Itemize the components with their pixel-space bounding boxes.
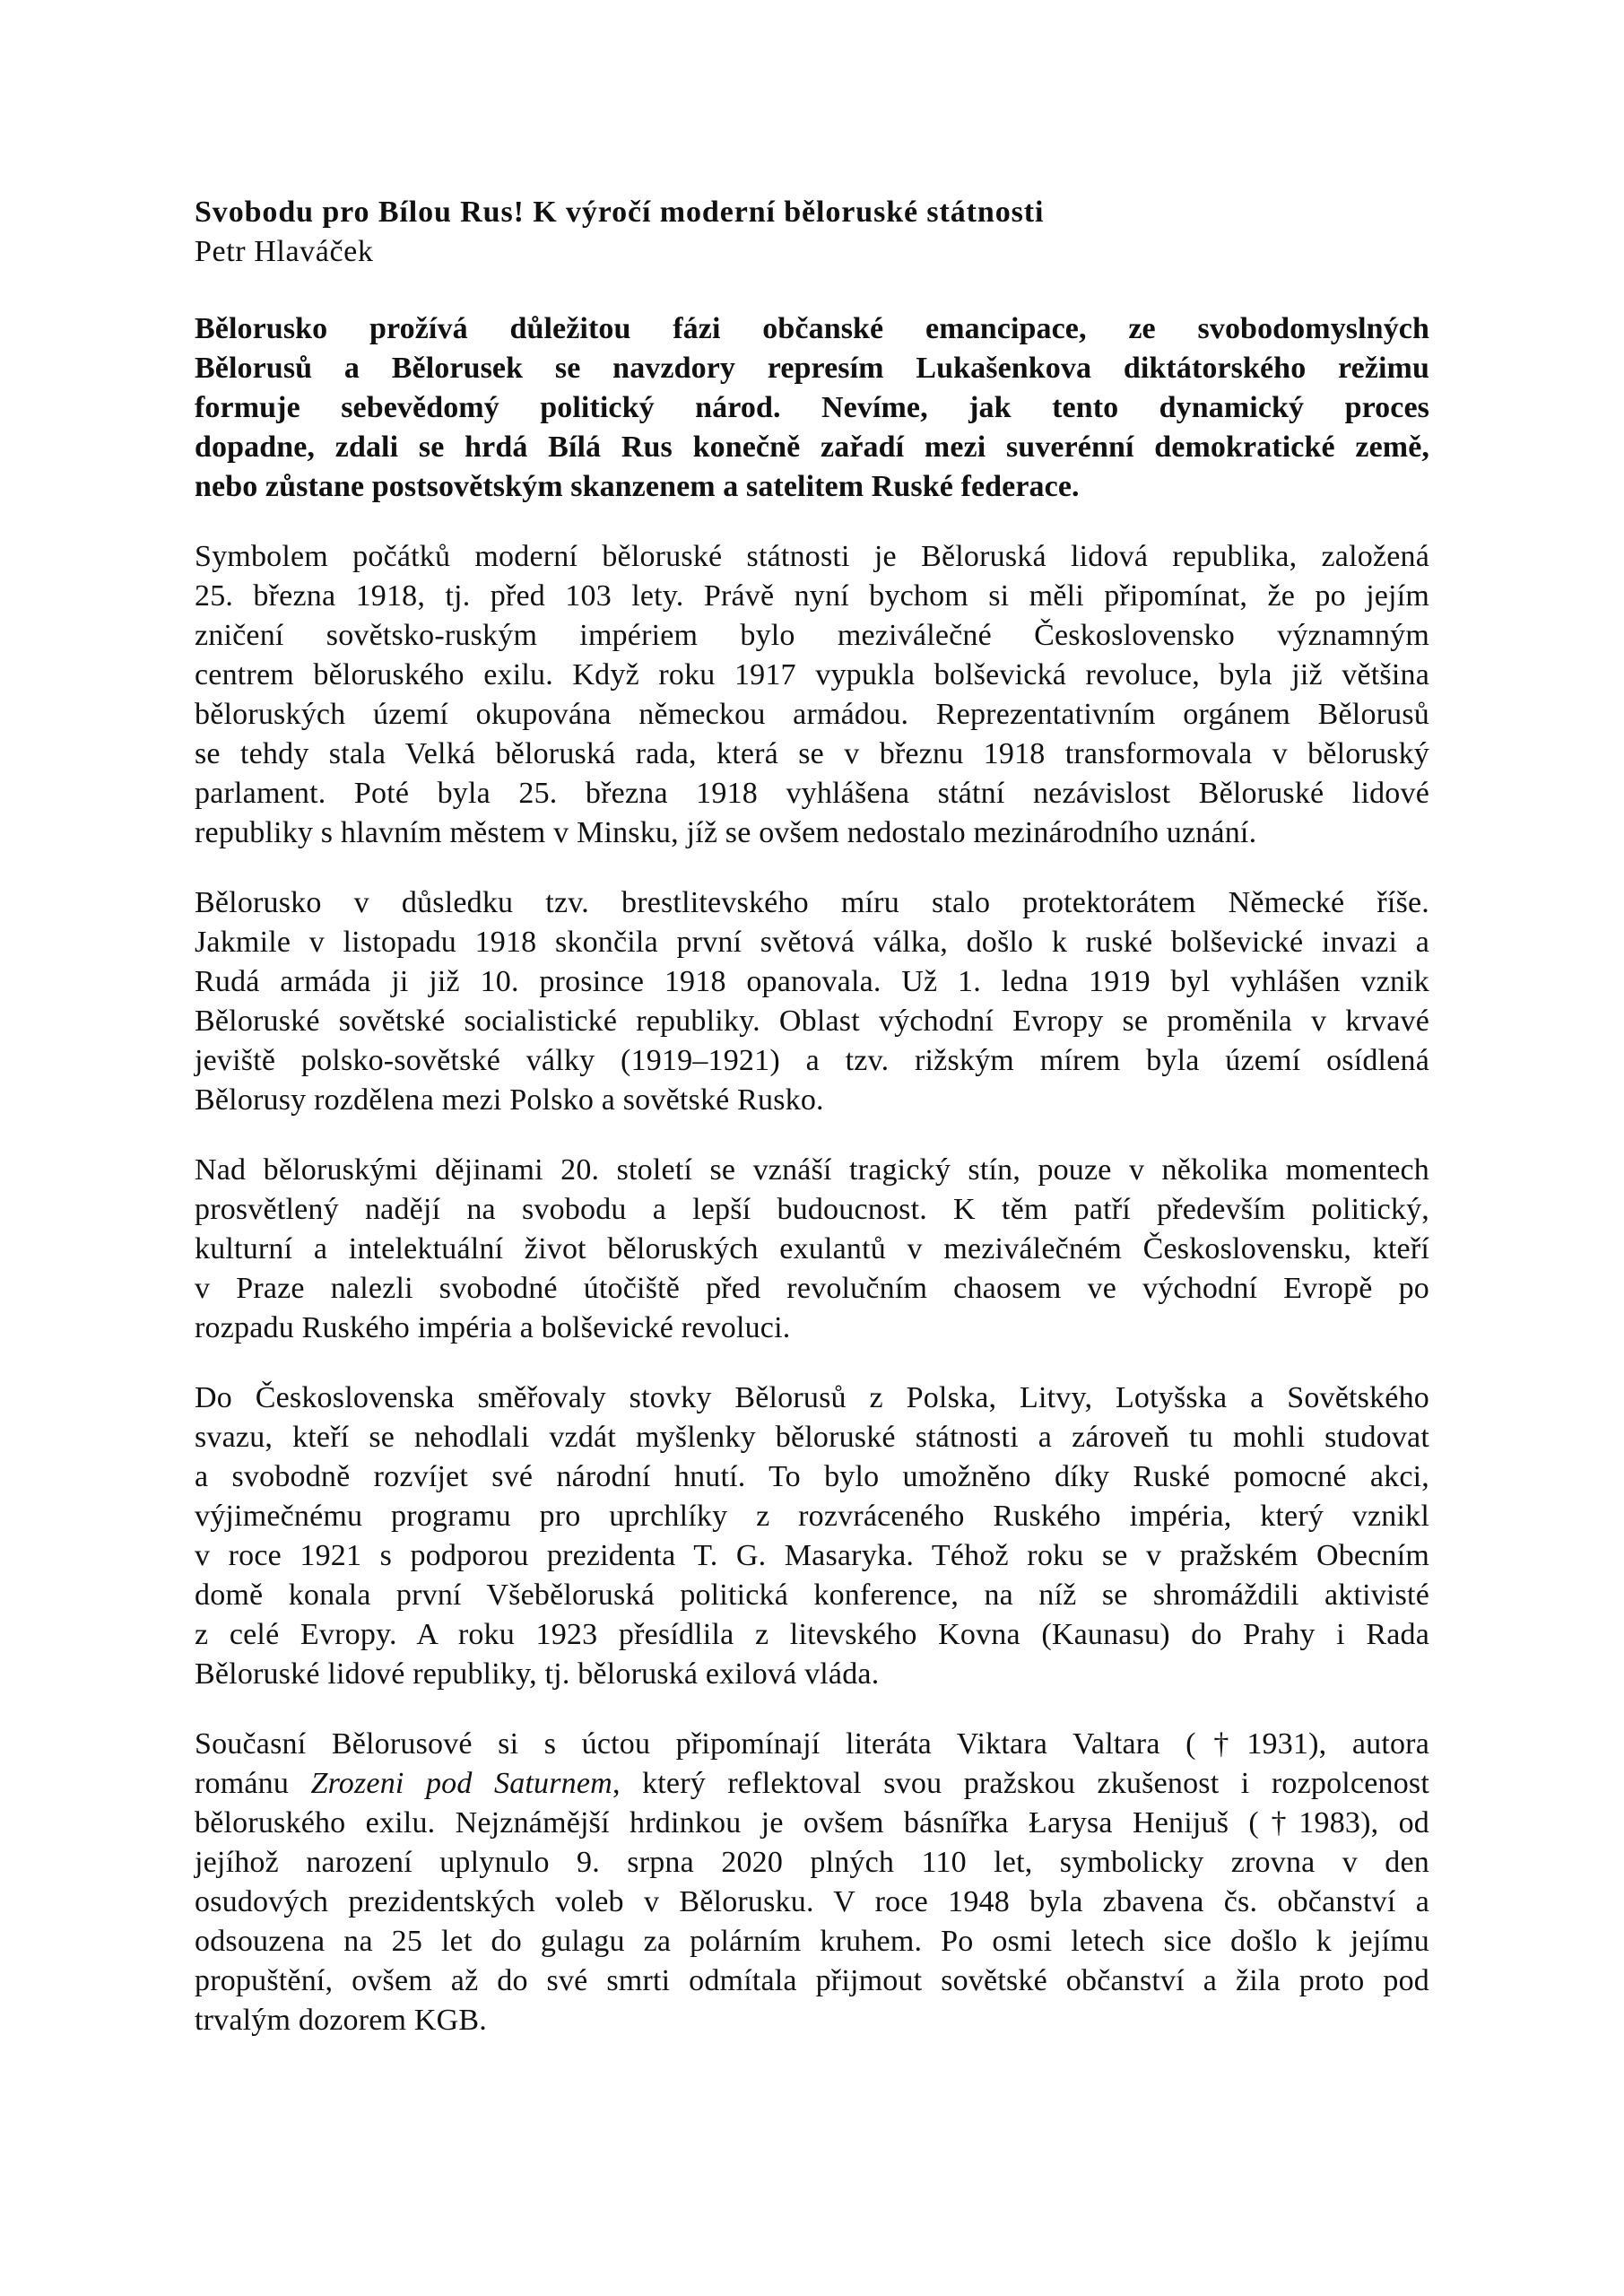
text-line: Bělorusy rozdělena mezi Polsko a sovětské Rusko.: [195, 1083, 824, 1117]
text-line: jeviště polsko-sovětské války (1919–1921) a tzv. rižským mírem byla území osídlená: [195, 1044, 1429, 1077]
text-line: svazu, kteří se nehodlali vzdát myšlenky běloruské státnosti a zároveň tu mohli studovat: [195, 1421, 1429, 1454]
text-line: Současní Bělorusové si s úctou připomínají literáta Viktara Valtara (†1931), autora: [195, 1727, 1429, 1761]
text-line: domě konala první Všeběloruská politická konference, na níž se shromáždili aktivisté: [195, 1578, 1429, 1612]
text-line: v Praze nalezli svobodné útočiště před revolučním chaosem ve východní Evropě po: [195, 1272, 1429, 1305]
text-line: 25. března 1918, tj. před 103 lety. Právě nyní bychom si měli připomínat, že po jejím: [195, 579, 1429, 613]
text-line: Běloruské lidové republiky, tj. běloruská exilová vláda.: [195, 1657, 880, 1691]
text-line: a svobodně rozvíjet své národní hnutí. To bylo umožněno díky Ruské pomocné akci,: [195, 1460, 1429, 1493]
text-line: Do Československa směřovaly stovky Bělorusů z Polska, Litvy, Lotyšska a Sovětského: [195, 1381, 1429, 1414]
text-line: běloruských území okupována německou armádou. Reprezentativním orgánem Bělorusů: [195, 698, 1429, 731]
text-line: formuje sebevědomý politický národ. Nevíme, jak tento dynamický proces: [195, 391, 1429, 424]
text-line: z celé Evropy. A roku 1923 přesídlila z litevského Kovna (Kaunasu) do Prahy i Rada: [195, 1618, 1429, 1651]
text-line: rozpadu Ruského impéria a bolševické revoluci.: [195, 1311, 791, 1344]
text-line: Nad běloruskými dějinami 20. století se vznáší tragický stín, pouze v několika momentech: [195, 1153, 1429, 1187]
text-line: Rudá armáda ji již 10. prosince 1918 opanovala. Už 1. ledna 1919 byl vyhlášen vznik: [195, 965, 1429, 998]
body-paragraph-3: [195, 1151, 1429, 1348]
lead-paragraph: [195, 309, 1429, 507]
text-line: kulturní a intelektuální život běloruských exulantů v meziválečném Československu, kteří: [195, 1232, 1429, 1265]
text-line: Jakmile v listopadu 1918 skončila první světová válka, došlo k ruské bolševické invazi a: [195, 926, 1429, 959]
text-line: republiky s hlavním městem v Minsku, jíž se ovšem nedostalo mezinárodního uznání.: [195, 816, 1257, 849]
text-line-with-book-title: [195, 1764, 1429, 1804]
text-line: parlament. Poté byla 25. března 1918 vyhlášena státní nezávislost Běloruské lidové: [195, 777, 1429, 810]
text-line: odsouzena na 25 let do gulagu za polárním kruhem. Po osmi letech sice došlo k jejímu: [195, 1925, 1429, 1958]
body-paragraph-4: [195, 1378, 1429, 1694]
text-fragment: románu: [195, 1767, 311, 1800]
body-paragraph-1: [195, 537, 1429, 853]
book-title: Zrozeni pod Saturnem: [310, 1767, 612, 1800]
text-line: prosvětlený nadějí na svobodu a lepší budoucnost. K těm patří především politický,: [195, 1193, 1429, 1226]
text-line: Bělorusko v důsledku tzv. brestlitevského míru stalo protektorátem Německé říše.: [195, 886, 1429, 919]
text-line: běloruského exilu. Nejznámější hrdinkou je ovšem básnířka Łarysa Henijuš (†1983), od: [195, 1806, 1429, 1839]
text-line: výjimečnému programu pro uprchlíky z rozvráceného Ruského impéria, který vznikl: [195, 1500, 1429, 1533]
text-line: v roce 1921 s podporou prezidenta T. G. Masaryka. Téhož roku se v pražském Obecním: [195, 1539, 1429, 1572]
text-line: nebo zůstane postsovětským skanzenem a satelitem Ruské federace.: [195, 470, 1080, 503]
text-line: centrem běloruského exilu. Když roku 1917 vypukla bolševická revoluce, byla již většina: [195, 658, 1429, 691]
text-line: zničení sovětsko-ruským impériem bylo meziválečné Československo významným: [195, 619, 1429, 652]
text-line: propuštění, ovšem až do své smrti odmítala přijmout sovětské občanství a žila proto pod: [195, 1964, 1429, 1997]
article-title: Svobodu pro Bílou Rus! K výročí moderní běloruské státnosti: [195, 196, 1045, 229]
text-line: se tehdy stala Velká běloruská rada, která se v březnu 1918 transformovala v běloruský: [195, 737, 1429, 770]
text-line: Bělorusko prožívá důležitou fázi občanské emancipace, ze svobodomyslných: [195, 312, 1429, 345]
text-line: jejíhož narození uplynulo 9. srpna 2020 plných 110 let, symbolicky zrovna v den: [195, 1846, 1429, 1879]
text-fragment: , který reflektoval svou pražskou zkušenost i rozpolcenost: [612, 1767, 1429, 1800]
body-paragraph-2: [195, 883, 1429, 1120]
body-paragraph-5: [195, 1725, 1429, 2040]
text-line: trvalým dozorem KGB.: [195, 2004, 487, 2037]
text-line: dopadne, zdali se hrdá Bílá Rus konečně zařadí mezi suverénní demokratické země,: [195, 430, 1429, 464]
text-line: Symbolem počátků moderní běloruské státnosti je Běloruská lidová republika, založená: [195, 540, 1429, 573]
text-line: Bělorusů a Bělorusek se navzdory represím Lukašenkova diktátorského režimu: [195, 352, 1429, 385]
text-line: osudových prezidentských voleb v Bělorusku. V roce 1948 byla zbavena čs. občanství a: [195, 1885, 1429, 1918]
document-page: [195, 193, 1429, 2071]
article-author: Petr Hlaváček: [195, 235, 374, 268]
text-line: Běloruské sovětské socialistické republiky. Oblast východní Evropy se proměnila v krvavé: [195, 1004, 1429, 1038]
